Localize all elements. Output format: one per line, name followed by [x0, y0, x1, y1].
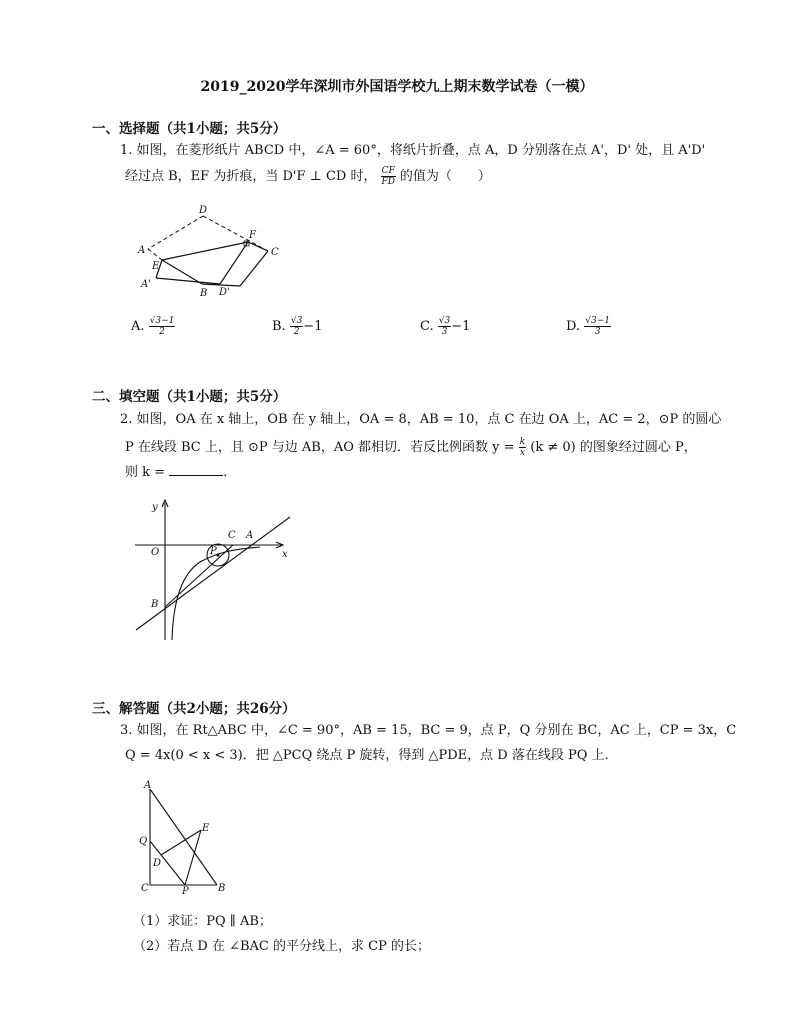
section-heading-solve: 三、解答题（共2小题；共26分） [92, 701, 296, 717]
q1-label-f: F [249, 230, 256, 241]
q2-stem-line2 [125, 437, 697, 458]
q1-option-c-frac [438, 316, 451, 337]
q1-rhombus-figure [130, 200, 290, 305]
q1-option-a-frac [149, 316, 176, 337]
q2-label-x: x [282, 549, 288, 560]
q3-label-e: E [202, 823, 210, 834]
q1-stem-text-a: 经过点 B，EF 为折痕，当 D'F ⊥ CD 时， [125, 169, 377, 184]
q3-label-p: P [182, 886, 189, 895]
q2-label-p: P [210, 546, 217, 557]
q1-fraction [381, 166, 396, 187]
q1-option-a-letter: A. [131, 319, 145, 334]
q1-seg-bc [202, 284, 240, 286]
q1-seg-da [148, 216, 203, 249]
q1-stem-text-b: 的值为（ ） [399, 169, 491, 184]
q1-option-a-den: 2 [159, 327, 165, 337]
q2-label-c: C [228, 530, 236, 541]
section-heading-fill: 二、填空题（共1小题；共5分） [92, 389, 287, 405]
q2-answer-blank[interactable] [169, 463, 223, 476]
q3-stem-line2: Q = 4x(0 < x < 3)．把 △PCQ 绕点 P 旋转，得到 △PDE，点 D 落在线段 PQ 上． [125, 748, 618, 763]
q2-stem-text-b: (k ≠ 0) 的图象经过圆心 P， [530, 440, 697, 455]
q2-fraction [519, 437, 526, 458]
q1-option-c-letter: C. [420, 319, 434, 334]
exam-title: 2019_2020学年深圳市外国语学校九上期末数学试卷（一模） [200, 79, 594, 95]
q2-answer-prompt: 则 k = [125, 465, 166, 480]
q3-subquestion-2: （2）若点 D 在 ∠BAC 的平分线上，求 CP 的长； [133, 939, 430, 954]
q1-label-b: B [200, 288, 208, 299]
q2-coordinate-figure [130, 495, 300, 645]
q1-option-c-den: 3 [441, 327, 448, 337]
q1-option-b-num: √3 [290, 316, 303, 326]
q1-stem-line1: 1. 如图，在菱形纸片 ABCD 中，∠A = 60°，将纸片折叠，点 A，D 分别落在点 A'，D' 处，且 A'D' [120, 143, 706, 158]
q1-fold-ef [162, 242, 248, 260]
q2-stem-text-a: P 在线段 BC 上，且 ⊙P 与边 AB，AO 都相切．若反比例函数 y = [125, 440, 515, 455]
q3-label-d: D [153, 858, 162, 869]
q1-seg-ae [148, 249, 162, 260]
q1-option-b-letter: B. [272, 319, 286, 334]
q1-option-b-frac [290, 316, 303, 337]
q1-label-d-prime: D' [219, 287, 230, 298]
q1-seg-a1d1 [156, 278, 220, 284]
q1-seg-dc [203, 216, 268, 251]
q2-stem-line1: 2. 如图，OA 在 x 轴上，OB 在 y 轴上，OA = 8，AB = 10，点 C 在边 OA 上，AC = 2，⊙P 的圆心 [120, 412, 722, 427]
q3-subquestion-1: （1）求证：PQ ∥ AB； [133, 914, 272, 929]
q1-label-c: C [271, 247, 279, 258]
q3-label-a: A [144, 780, 152, 791]
q3-stem-line1: 3. 如图，在 Rt△ABC 中，∠C = 90°，AB = 15，BC = 9，点 P，Q 分别在 BC，AC 上，CP = 3x，C [120, 723, 737, 738]
q1-stem-line2 [125, 166, 491, 187]
q1-option-c-tail: −1 [451, 319, 471, 334]
q1-option-c-num: √3 [438, 316, 451, 326]
q2-line-bc [165, 545, 233, 607]
section-heading-choice: 一、选择题（共1小题；共5分） [92, 121, 287, 137]
q2-fraction-num: k [519, 437, 526, 447]
q3-label-q: Q [139, 836, 148, 847]
q2-answer-end: ． [223, 465, 237, 480]
q1-option-b[interactable] [272, 316, 322, 337]
q3-triangle-figure [130, 775, 240, 895]
q1-option-b-den: 2 [293, 327, 300, 337]
q1-option-d[interactable] [566, 316, 611, 337]
q1-label-a: A [138, 245, 146, 256]
q3-label-b: B [218, 883, 226, 894]
q2-line-ab [136, 517, 290, 630]
q1-fraction-den: FD [381, 177, 395, 187]
q2-label-a: A [246, 530, 254, 541]
q1-seg-fc [248, 242, 268, 251]
q3-label-c: C [141, 883, 149, 894]
q2-label-y: y [152, 502, 158, 513]
q1-seg-fd1 [220, 242, 248, 284]
q2-label-b: B [151, 599, 159, 610]
q2-stem-line3 [125, 463, 236, 483]
q1-option-a-num: √3−1 [149, 316, 175, 326]
q2-fraction-den: x [519, 448, 525, 458]
q1-fraction-num: CF [381, 166, 395, 176]
q3-seg-ab [150, 789, 217, 885]
q1-label-e: E [152, 261, 160, 272]
q1-option-c[interactable] [420, 316, 470, 337]
q1-option-a[interactable] [131, 316, 175, 337]
q1-option-d-letter: D. [566, 319, 581, 334]
q1-seg-cd1 [240, 251, 268, 286]
q1-option-d-frac [584, 316, 611, 337]
q2-label-o: O [151, 547, 160, 558]
q1-label-a-prime: A' [141, 279, 151, 290]
q1-option-d-den: 3 [594, 327, 601, 337]
q1-option-b-tail: −1 [303, 319, 323, 334]
q1-option-d-num: √3−1 [585, 316, 610, 326]
q1-label-d: D [199, 205, 208, 216]
